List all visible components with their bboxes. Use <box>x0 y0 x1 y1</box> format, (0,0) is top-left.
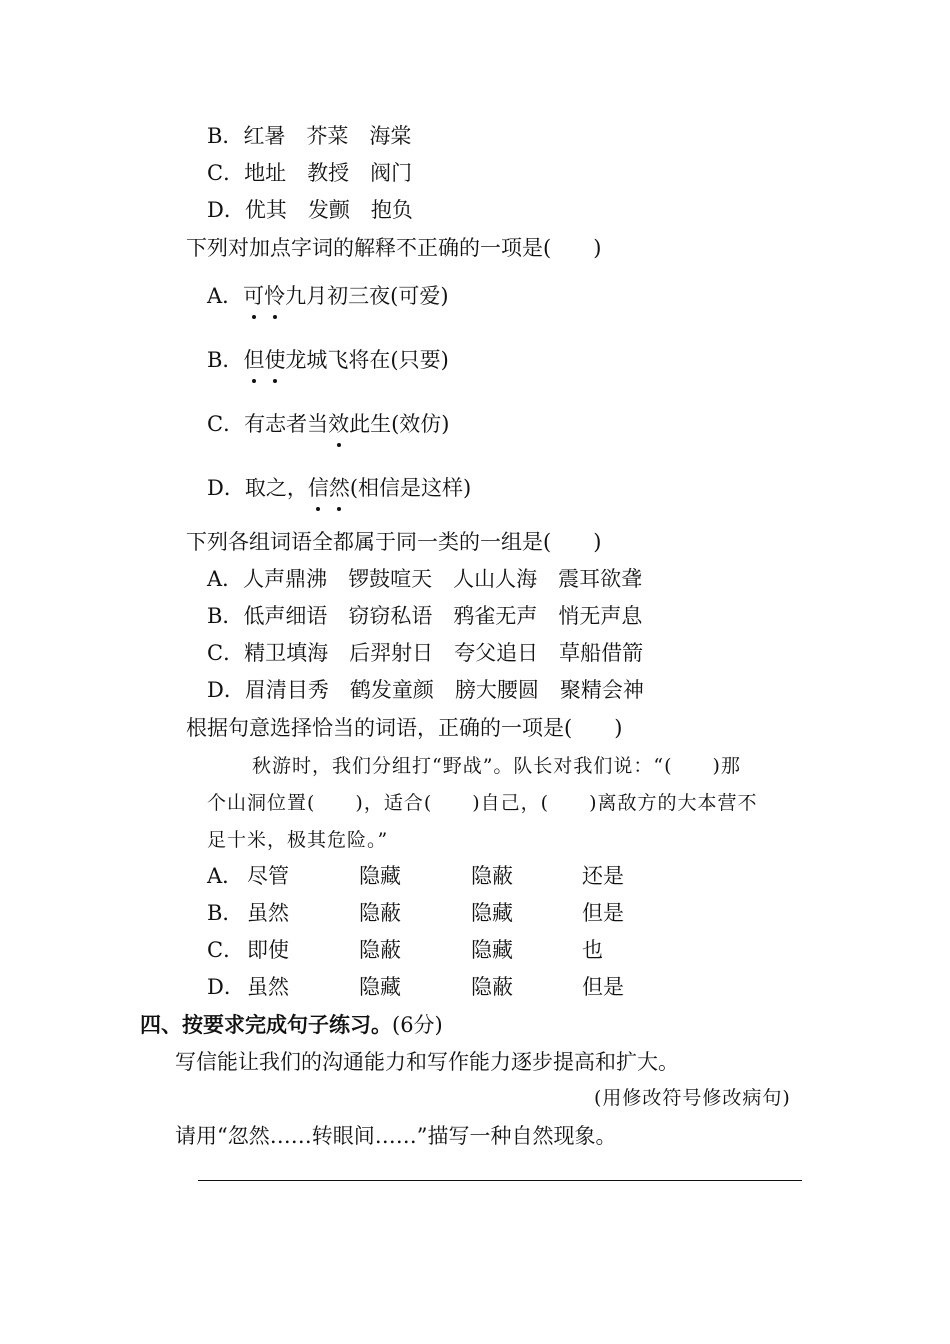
option-a <box>207 282 449 310</box>
dotted-char: 使 <box>264 348 286 372</box>
option-letter: C． <box>207 938 245 962</box>
option-c <box>207 410 449 438</box>
option-text: (相信是这样) <box>349 476 472 500</box>
option-letter: A． <box>207 284 244 308</box>
option-letter: D． <box>207 678 245 702</box>
option-text: 有志者当 <box>244 412 329 436</box>
option-a <box>207 565 642 593</box>
option-word: 还是 <box>582 864 624 888</box>
option-b <box>207 122 411 150</box>
option-d <box>207 973 707 1001</box>
section-title: 四、按要求完成句子练习。 <box>140 1012 392 1037</box>
option-letter: B． <box>207 348 244 372</box>
option-word: 隐藏 <box>359 975 401 999</box>
question-stem-group: 下列各组词语全都属于同一类的一组是( ) <box>186 530 602 554</box>
option-word: 隐蔽 <box>471 864 513 888</box>
option-d <box>207 474 471 502</box>
dotted-char: 效 <box>328 412 350 436</box>
option-word: 但是 <box>582 975 624 999</box>
option-word: 即使 <box>247 938 289 962</box>
passage-line: 秋游时，我们分组打“野战”。队长对我们说：“( )那 <box>252 755 741 777</box>
option-b <box>207 899 707 927</box>
option-text: 低声细语 窃窃私语 鸦雀无声 悄无声息 <box>243 604 643 628</box>
option-letter: A． <box>207 567 244 591</box>
option-b <box>207 346 449 374</box>
option-c <box>207 936 707 964</box>
dotted-char: 怜 <box>264 284 286 308</box>
passage-line: 足十米，极其危险。” <box>207 829 389 851</box>
question-stem-word: 根据句意选择恰当的词语，正确的一项是( ) <box>186 716 623 740</box>
option-word: 隐蔽 <box>471 975 513 999</box>
option-a <box>207 862 707 890</box>
dotted-char: 信 <box>307 476 329 500</box>
option-letter: D． <box>207 975 245 999</box>
option-text: 精卫填海 后羿射日 夸父追日 草船借箭 <box>244 641 644 665</box>
option-text: 地址 教授 阀门 <box>244 161 413 185</box>
exercise-1: 写信能让我们的沟通能力和写作能力逐步提高和扩大。 <box>175 1050 679 1074</box>
option-letter: C． <box>207 641 245 665</box>
option-word: 也 <box>582 938 603 962</box>
option-letter: A． <box>207 864 244 888</box>
option-text: 龙城飞将在(只要) <box>285 348 449 372</box>
option-text: 眉清目秀 鹤发童颜 膀大腰圆 聚精会神 <box>244 678 644 702</box>
option-text: 此生(效仿) <box>349 412 450 436</box>
option-d <box>207 676 644 704</box>
option-letter: B． <box>207 124 244 148</box>
exercise-1-note: (用修改符号修改病句) <box>594 1087 791 1109</box>
option-word: 隐藏 <box>471 938 513 962</box>
option-letter: D． <box>207 198 245 222</box>
option-text: 优其 发颤 抱负 <box>244 198 413 222</box>
option-text: 人声鼎沸 锣鼓喧天 人山人海 震耳欲聋 <box>243 567 643 591</box>
answer-line[interactable] <box>198 1180 802 1181</box>
option-word: 隐蔽 <box>359 901 401 925</box>
dotted-char: 可 <box>243 284 265 308</box>
question-stem-explain: 下列对加点字词的解释不正确的一项是( ) <box>186 236 602 260</box>
option-text: 红暑 芥菜 海棠 <box>243 124 412 148</box>
option-word: 虽然 <box>247 975 289 999</box>
option-text: 九月初三夜(可爱) <box>285 284 449 308</box>
option-letter: C． <box>207 412 245 436</box>
option-word: 隐蔽 <box>359 938 401 962</box>
section-score: (6分) <box>392 1013 443 1037</box>
option-letter: B． <box>207 901 244 925</box>
exercise-2: 请用“忽然……转眼间……”描写一种自然现象。 <box>175 1124 617 1148</box>
option-word: 尽管 <box>247 864 289 888</box>
option-text: 取之， <box>244 476 308 500</box>
option-word: 但是 <box>582 901 624 925</box>
option-word: 隐藏 <box>471 901 513 925</box>
option-b <box>207 602 642 630</box>
option-c <box>207 639 643 667</box>
option-letter: B． <box>207 604 244 628</box>
option-word: 虽然 <box>247 901 289 925</box>
section-heading <box>140 1011 443 1039</box>
option-c <box>207 159 412 187</box>
passage-line: 个山洞位置( )，适合( )自己，( )离敌方的大本营不 <box>207 792 758 814</box>
option-letter: D． <box>207 476 245 500</box>
option-d <box>207 196 413 224</box>
option-word: 隐藏 <box>359 864 401 888</box>
option-letter: C． <box>207 161 245 185</box>
dotted-char: 但 <box>243 348 265 372</box>
dotted-char: 然 <box>328 476 350 500</box>
